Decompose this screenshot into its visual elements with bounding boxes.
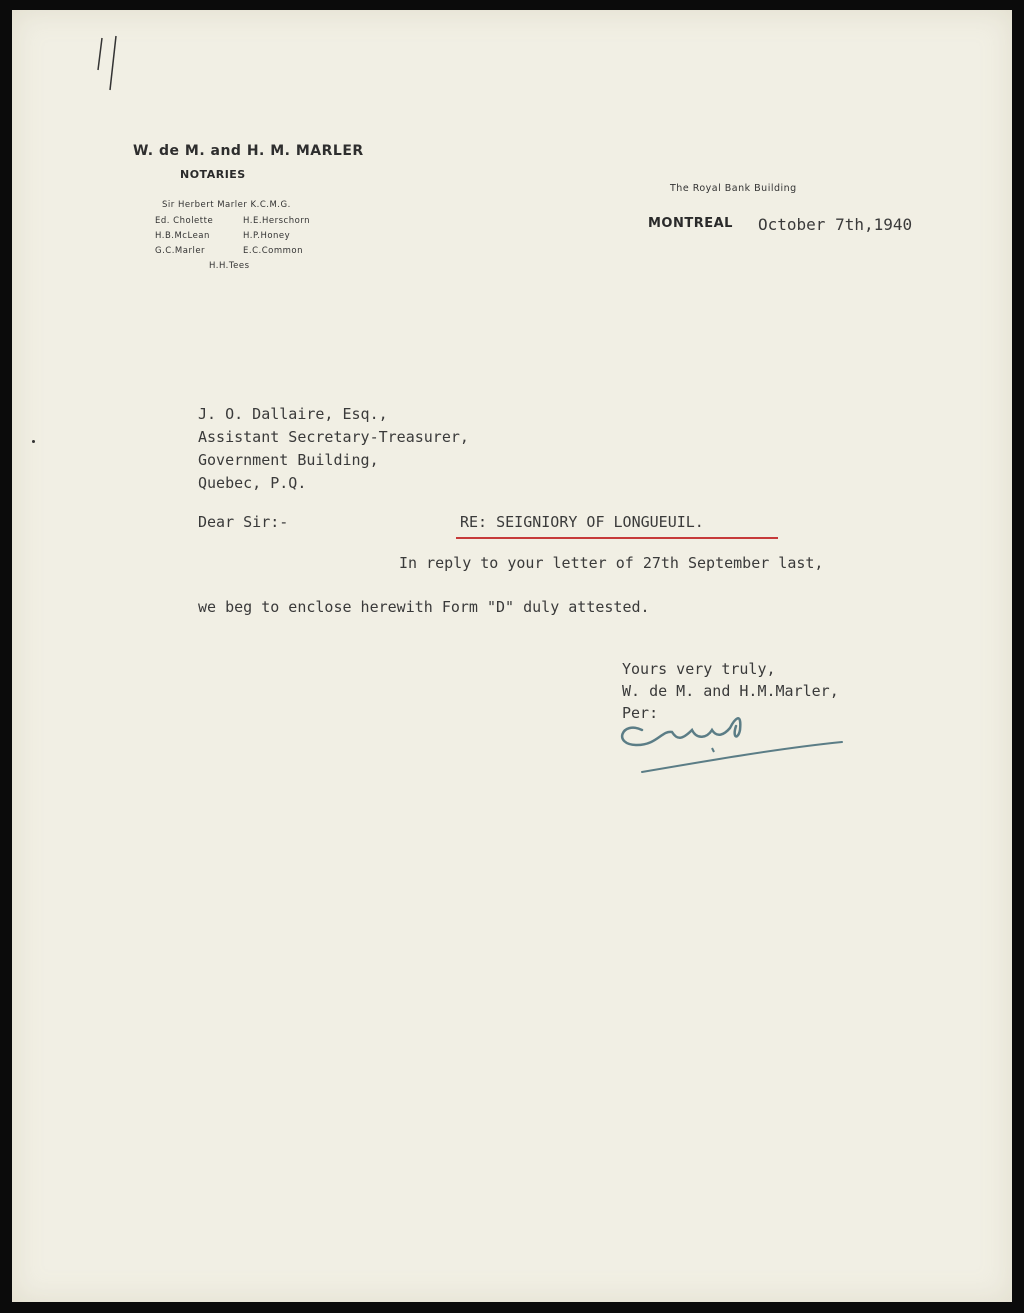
signature-icon bbox=[602, 690, 862, 780]
firm-title: NOTARIES bbox=[180, 168, 246, 181]
letter-page bbox=[12, 10, 1012, 1302]
partner-name: H.H.Tees bbox=[209, 261, 250, 271]
partner-name: H.B.McLean bbox=[155, 231, 210, 241]
salutation: Dear Sir:- bbox=[198, 513, 289, 531]
recipient-line: Assistant Secretary-Treasurer, bbox=[198, 428, 469, 446]
partner-name: Sir Herbert Marler K.C.M.G. bbox=[162, 200, 291, 210]
partner-name: G.C.Marler bbox=[155, 246, 206, 256]
partner-name: Ed. Cholette bbox=[155, 216, 214, 226]
pencil-mark-icon bbox=[92, 30, 142, 100]
per-label: Per: bbox=[622, 704, 659, 722]
recipient-line: Quebec, P.Q. bbox=[198, 474, 307, 492]
city-name: MONTREAL bbox=[648, 216, 733, 231]
partner-name: E.C.Common bbox=[243, 246, 303, 256]
closing: Yours very truly, bbox=[622, 660, 776, 678]
letter-date: October 7th,1940 bbox=[758, 215, 913, 234]
recipient-line: Government Building, bbox=[198, 451, 379, 469]
partner-name: H.P.Honey bbox=[243, 231, 291, 241]
building-name: The Royal Bank Building bbox=[670, 183, 797, 194]
body-text: we beg to enclose herewith Form "D" duly attested. bbox=[198, 598, 650, 616]
body-text: In reply to your letter of 27th September last, bbox=[399, 554, 824, 572]
firm-name: W. de M. and H. M. MARLER bbox=[133, 143, 364, 159]
speck bbox=[32, 440, 35, 443]
recipient-line: J. O. Dallaire, Esq., bbox=[198, 405, 388, 423]
partner-name: H.E.Herschorn bbox=[243, 216, 311, 226]
signatory: W. de M. and H.M.Marler, bbox=[622, 682, 839, 700]
subject-underline bbox=[456, 537, 778, 539]
subject-line: RE: SEIGNIORY OF LONGUEUIL. bbox=[460, 513, 704, 531]
